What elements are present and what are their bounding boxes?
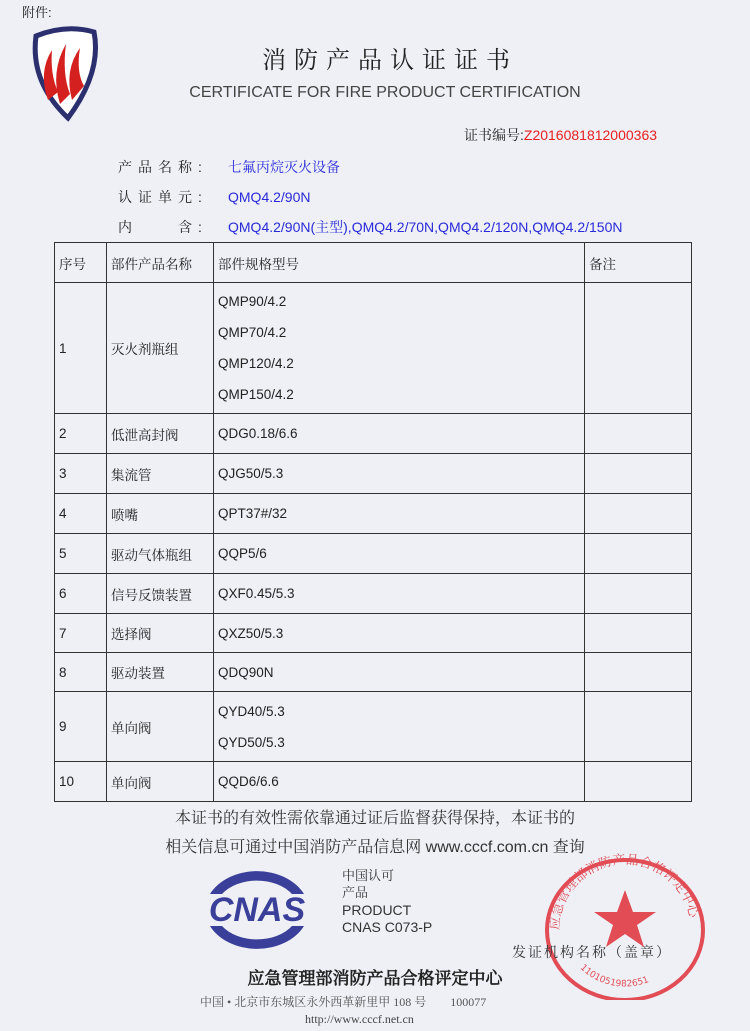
- component-specs: [214, 614, 585, 653]
- table-row: [55, 414, 692, 454]
- component-specs: [214, 414, 585, 454]
- cnas-accreditation-text: [342, 868, 432, 936]
- svg-text:应急管理部消防产品合格评定中心: 应急管理部消防产品合格评定中心: [547, 852, 701, 931]
- row-number: 6: [55, 574, 107, 614]
- cert-number-value: Z2016081812000363: [523, 127, 658, 143]
- component-name: 信号反馈装置: [107, 574, 214, 614]
- field-label: 内 含:: [118, 219, 208, 235]
- spec-model: QDQ90N: [218, 664, 274, 680]
- table-row: [55, 534, 692, 574]
- table-row: [55, 653, 692, 692]
- issuer-label: 发证机构名称（盖章）: [512, 944, 672, 960]
- cnas-line: 中国认可: [342, 869, 395, 884]
- component-specs: [214, 283, 585, 414]
- field-label: 认证单元:: [118, 189, 208, 205]
- field-label: 产品名称:: [118, 159, 208, 175]
- spec-model: QQD6/6.6: [218, 774, 279, 789]
- row-number: 4: [55, 494, 107, 534]
- table-row: [55, 692, 692, 762]
- spec-model: QMP90/4.2: [218, 294, 287, 309]
- remarks-cell: [585, 534, 692, 574]
- row-number: 8: [55, 653, 107, 692]
- spec-model: QYD40/5.3: [218, 703, 285, 719]
- component-name: 驱动装置: [107, 653, 214, 692]
- svg-text:1101051982651: 1101051982651: [577, 962, 651, 990]
- field-product-name: [118, 157, 340, 177]
- component-name: 灭火剂瓶组: [107, 283, 214, 414]
- cert-number: [464, 125, 657, 145]
- table-header-row: [55, 243, 692, 283]
- row-number: 7: [55, 614, 107, 653]
- row-number: 5: [55, 534, 107, 574]
- component-specs: [214, 534, 585, 574]
- component-specs: [214, 574, 585, 614]
- website-link[interactable]: http://www.cccf.net.cn: [305, 1012, 414, 1026]
- row-number: 10: [55, 762, 107, 802]
- table-row: [55, 762, 692, 802]
- issuing-organization: 应急管理部消防产品合格评定中心: [247, 969, 503, 989]
- remarks-cell: [585, 692, 692, 762]
- spec-model: QDG0.18/6.6: [218, 426, 298, 441]
- component-name: 单向阀: [107, 692, 214, 762]
- row-number: 2: [55, 414, 107, 454]
- component-name: 驱动气体瓶组: [107, 534, 214, 574]
- page-title: 消防产品认证证书: [262, 47, 518, 74]
- table-row: [55, 494, 692, 534]
- remarks-cell: [585, 762, 692, 802]
- spec-model: QXF0.45/5.3: [218, 586, 295, 601]
- remarks-cell: [585, 574, 692, 614]
- star-icon: [594, 890, 656, 947]
- component-specs: [214, 494, 585, 534]
- remarks-cell: [585, 494, 692, 534]
- header-cell: 序号: [55, 243, 107, 283]
- field-value: 七氟丙烷灭火设备: [228, 159, 340, 175]
- field-cert-unit: [118, 187, 310, 207]
- remarks-cell: [585, 414, 692, 454]
- table-row: [55, 614, 692, 653]
- field-includes: [118, 217, 622, 237]
- page-title-en: CERTIFICATE FOR FIRE PRODUCT CERTIFICATION: [189, 84, 581, 101]
- remarks-cell: [585, 653, 692, 692]
- header-cell: 备注: [585, 243, 692, 283]
- spec-model: QYD50/5.3: [218, 734, 285, 750]
- component-name: 低泄高封阀: [107, 414, 214, 454]
- component-specs: [214, 762, 585, 802]
- table-row: [55, 283, 692, 414]
- spec-model: QPT37#/32: [218, 506, 288, 521]
- field-value: QMQ4.2/90N: [228, 189, 311, 205]
- component-specs: [214, 653, 585, 692]
- table-row: [55, 574, 692, 614]
- field-value: QMQ4.2/90N(主型),QMQ4.2/70N,QMQ4.2/120N,QMQ4.2/150N: [228, 219, 623, 235]
- address: 中国 • 北京市东城区永外西革新里甲 108 号 100077: [200, 995, 487, 1009]
- header-cell: 部件规格型号: [214, 243, 585, 283]
- cnas-line: CNAS C073-P: [342, 919, 433, 935]
- notice-line: 相关信息可通过中国消防产品信息网 www.cccf.com.cn 查询: [165, 839, 585, 856]
- remarks-cell: [585, 614, 692, 653]
- header-cell: 部件产品名称: [107, 243, 214, 283]
- component-name: 喷嘴: [107, 494, 214, 534]
- component-name: 选择阀: [107, 614, 214, 653]
- cert-number-label: 证书编号:: [464, 127, 524, 143]
- notice-line: 本证书的有效性需依靠通过证后监督获得保持，本证书的: [174, 810, 575, 827]
- spec-model: QMP120/4.2: [218, 356, 294, 371]
- component-name: 单向阀: [107, 762, 214, 802]
- spec-model: QXZ50/5.3: [218, 625, 284, 641]
- remarks-cell: [585, 454, 692, 494]
- component-specs: [214, 692, 585, 762]
- spec-model: QMP150/4.2: [218, 387, 294, 402]
- table-row: [55, 454, 692, 494]
- attachment-label: 附件:: [22, 5, 52, 20]
- row-number: 3: [55, 454, 107, 494]
- components-table: [54, 242, 692, 802]
- component-name: 集流管: [107, 454, 214, 494]
- row-number: 1: [55, 283, 107, 414]
- component-specs: [214, 454, 585, 494]
- svg-text:CNAS: CNAS: [208, 891, 306, 929]
- spec-model: QQP5/6: [218, 546, 267, 561]
- cnas-line: PRODUCT: [342, 902, 412, 918]
- cnas-line: 产品: [342, 886, 369, 901]
- spec-model: QMP70/4.2: [218, 325, 287, 340]
- remarks-cell: [585, 283, 692, 414]
- row-number: 9: [55, 692, 107, 762]
- spec-model: QJG50/5.3: [218, 466, 284, 481]
- cnas-logo-icon: [196, 864, 318, 954]
